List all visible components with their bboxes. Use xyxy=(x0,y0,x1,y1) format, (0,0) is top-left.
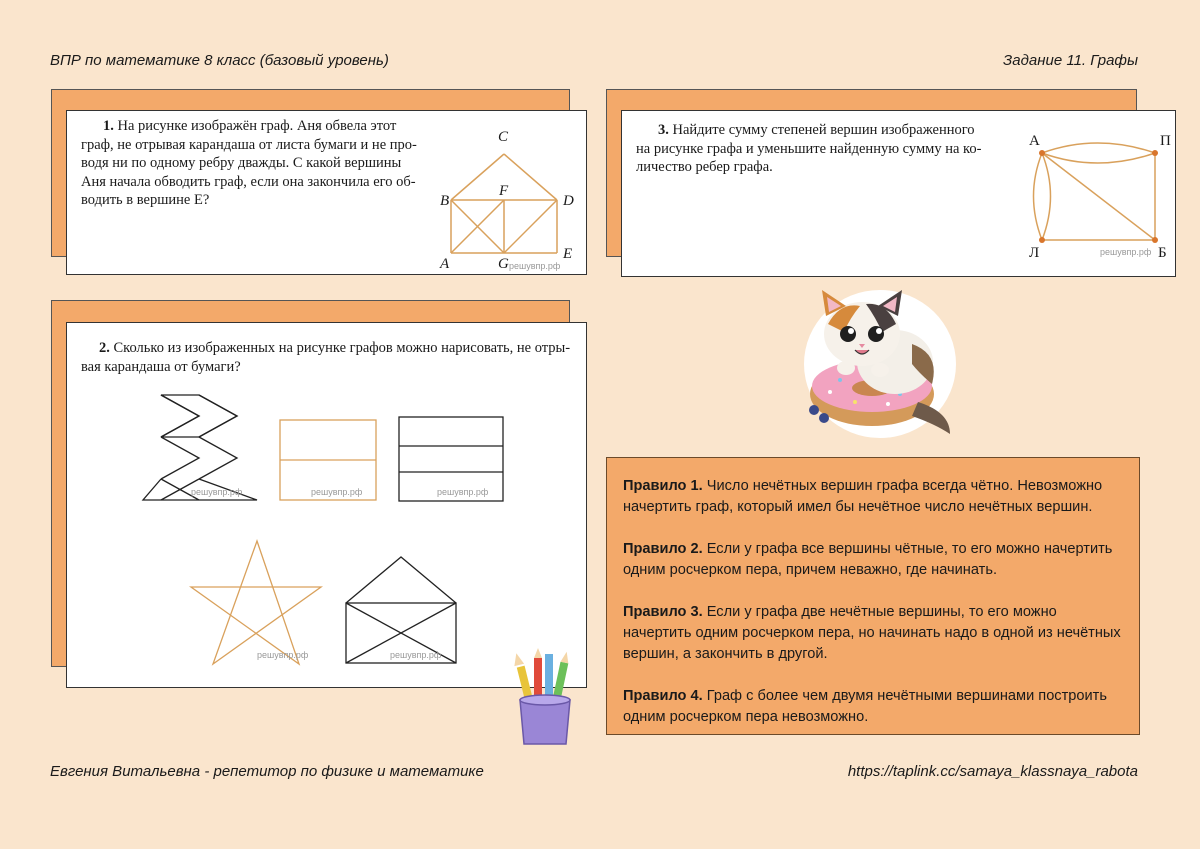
vertex-label-B: B xyxy=(440,193,450,209)
task2-watermark-3: решувпр.рф xyxy=(437,487,489,497)
vertex-label-B: Б xyxy=(1158,245,1167,261)
task2-text: 2. Сколько из изображенных на рисунке графов можно нарисовать, не отры- вая карандаша от бумаги? xyxy=(81,340,571,375)
task2-watermark-2: решувпр.рф xyxy=(311,487,363,497)
header-right: Задание 11. Графы xyxy=(1003,52,1138,69)
task2-figure-star xyxy=(187,539,327,667)
vertex-label-A: A xyxy=(440,256,450,272)
task3-card xyxy=(621,110,1176,277)
rule-4: Правило 4. Граф с более чем двумя нечётными вершинами построить одним росчерком пера невозможно. xyxy=(623,688,1107,725)
header-left: ВПР по математике 8 класс (базовый уровень) xyxy=(50,52,389,69)
vertex-label-E: E xyxy=(563,246,573,262)
task2-watermark-4: решувпр.рф xyxy=(257,650,309,660)
footer-link[interactable]: https://taplink.cc/samaya_klassnaya_rabota xyxy=(847,763,1138,780)
pencil-cup-sticker xyxy=(512,648,580,748)
edge-GD xyxy=(504,200,557,253)
rule-2: Правило 2. Если у графа все вершины чётные, то его можно начертить одним росчерком пера, причем неважно, где начинать. xyxy=(623,541,1113,578)
rules-box xyxy=(606,457,1140,735)
task2-watermark-1: решувпр.рф xyxy=(191,487,243,497)
vertex-label-F: F xyxy=(499,183,509,199)
vertex-label-P: П xyxy=(1160,133,1171,149)
rule-1: Правило 1. Число нечётных вершин графа всегда чётно. Невозможно начертить граф, который имел бы нечётное число нечётных вершин. xyxy=(623,478,1103,515)
vertex-label-C: C xyxy=(498,129,509,145)
task2-card xyxy=(66,322,587,688)
vertex-label-L: Л xyxy=(1029,245,1040,261)
task3-graph xyxy=(1027,141,1167,251)
task1-watermark: решувпр.рф xyxy=(509,261,561,271)
task3-watermark: решувпр.рф xyxy=(1100,247,1152,257)
vertex-label-D: D xyxy=(563,193,574,209)
rule-3: Правило 3. Если у графа две нечётные вершины, то его можно начертить одним росчерком пера, но начинать надо в одной из нечётных вершин, а закончить в другой. xyxy=(623,604,1121,662)
task1-card xyxy=(66,110,587,275)
task2-watermark-5: решувпр.рф xyxy=(390,650,442,660)
edge-BC xyxy=(451,154,504,200)
vertex-label-A: А xyxy=(1029,133,1040,149)
task1-text: 1. На рисунке изображён граф. Аня обвела этот граф, не отрывая карандаша от листа бумаги и не про- водя ни по одному ребру дважды. С какой вершины Аня начала обводить граф, если она закончила его об- водить в вершине E? xyxy=(81,118,417,208)
edge-CD xyxy=(504,154,557,200)
vertex-label-G: G xyxy=(498,256,509,272)
task3-text: 3. Найдите сумму степеней вершин изображенного на рисунке графа и уменьшите найденную сумму на ко- личество ребер графа. xyxy=(636,122,982,175)
footer-left: Евгения Витальевна - репетитор по физике и математике xyxy=(50,763,484,780)
cat-on-donut-sticker xyxy=(800,284,960,440)
task1-graph xyxy=(437,126,582,274)
